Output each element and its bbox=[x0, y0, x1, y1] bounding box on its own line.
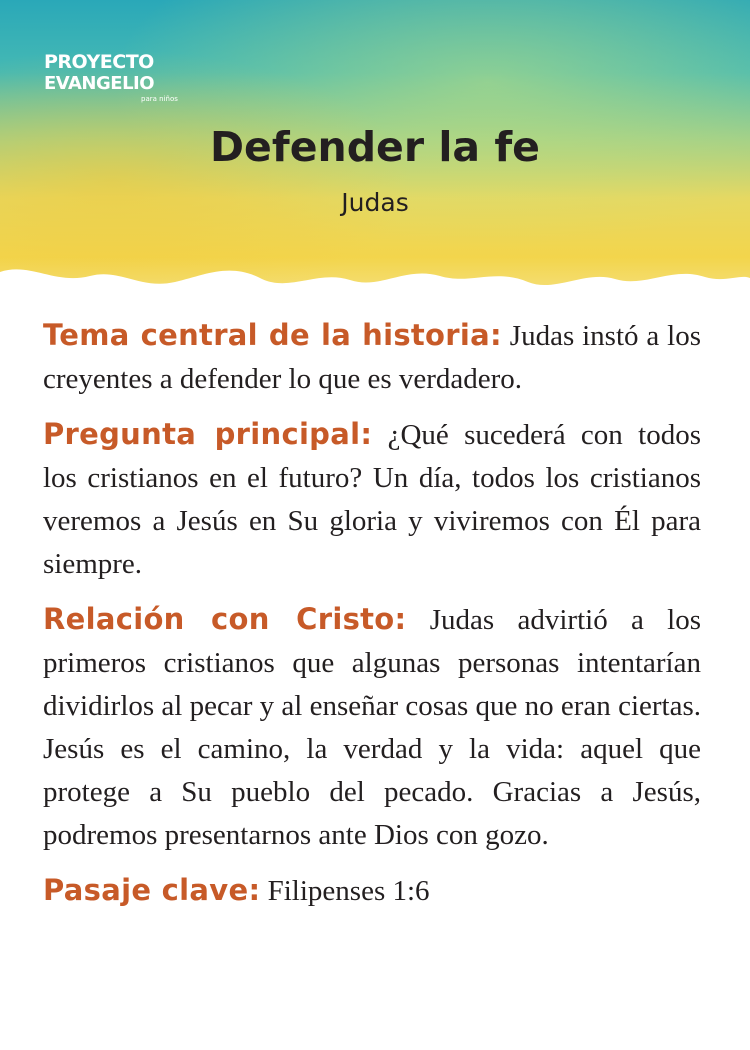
section-text: Judas instó a los creyentes a defender lo que es verdadero. bbox=[43, 320, 702, 395]
section-label: Relación con Cristo: bbox=[43, 602, 407, 636]
card-content bbox=[43, 314, 701, 925]
section-tema-central bbox=[43, 314, 701, 401]
section-text: Filipenses 1:6 bbox=[267, 875, 430, 907]
section-pasaje-clave bbox=[43, 869, 701, 913]
section-label: Pregunta principal: bbox=[43, 417, 373, 451]
page-subtitle: Judas bbox=[341, 188, 409, 217]
brand-logo bbox=[44, 52, 204, 112]
logo-text-para-ninos: para niños bbox=[141, 95, 178, 103]
section-relacion-con-cristo bbox=[43, 598, 701, 857]
logo-text-evangelio: EVANGELIO bbox=[44, 73, 155, 94]
logo-text-proyecto: PROYECTO bbox=[44, 51, 154, 73]
section-label: Pasaje clave: bbox=[43, 873, 261, 907]
section-text: ¿Qué sucederá con todos los cristianos en el futuro? Un día, todos los cristianos veremos a Jesús en Su gloria y viviremos con Él para siempre. bbox=[43, 419, 701, 580]
section-label: Tema central de la historia: bbox=[43, 318, 502, 352]
section-text: Judas advirtió a los primeros cristianos que algunas personas intentarían dividirlos al pecar y al enseñar cosas que no eran ciertas. Jesús es el camino, la verdad y la vida: aquel que protege a Su pueblo del pecado. Gracias a Jesús, podremos presentarnos ante Dios con gozo. bbox=[43, 604, 702, 851]
page-title: Defender la fe bbox=[210, 123, 540, 171]
section-pregunta-principal bbox=[43, 413, 701, 586]
